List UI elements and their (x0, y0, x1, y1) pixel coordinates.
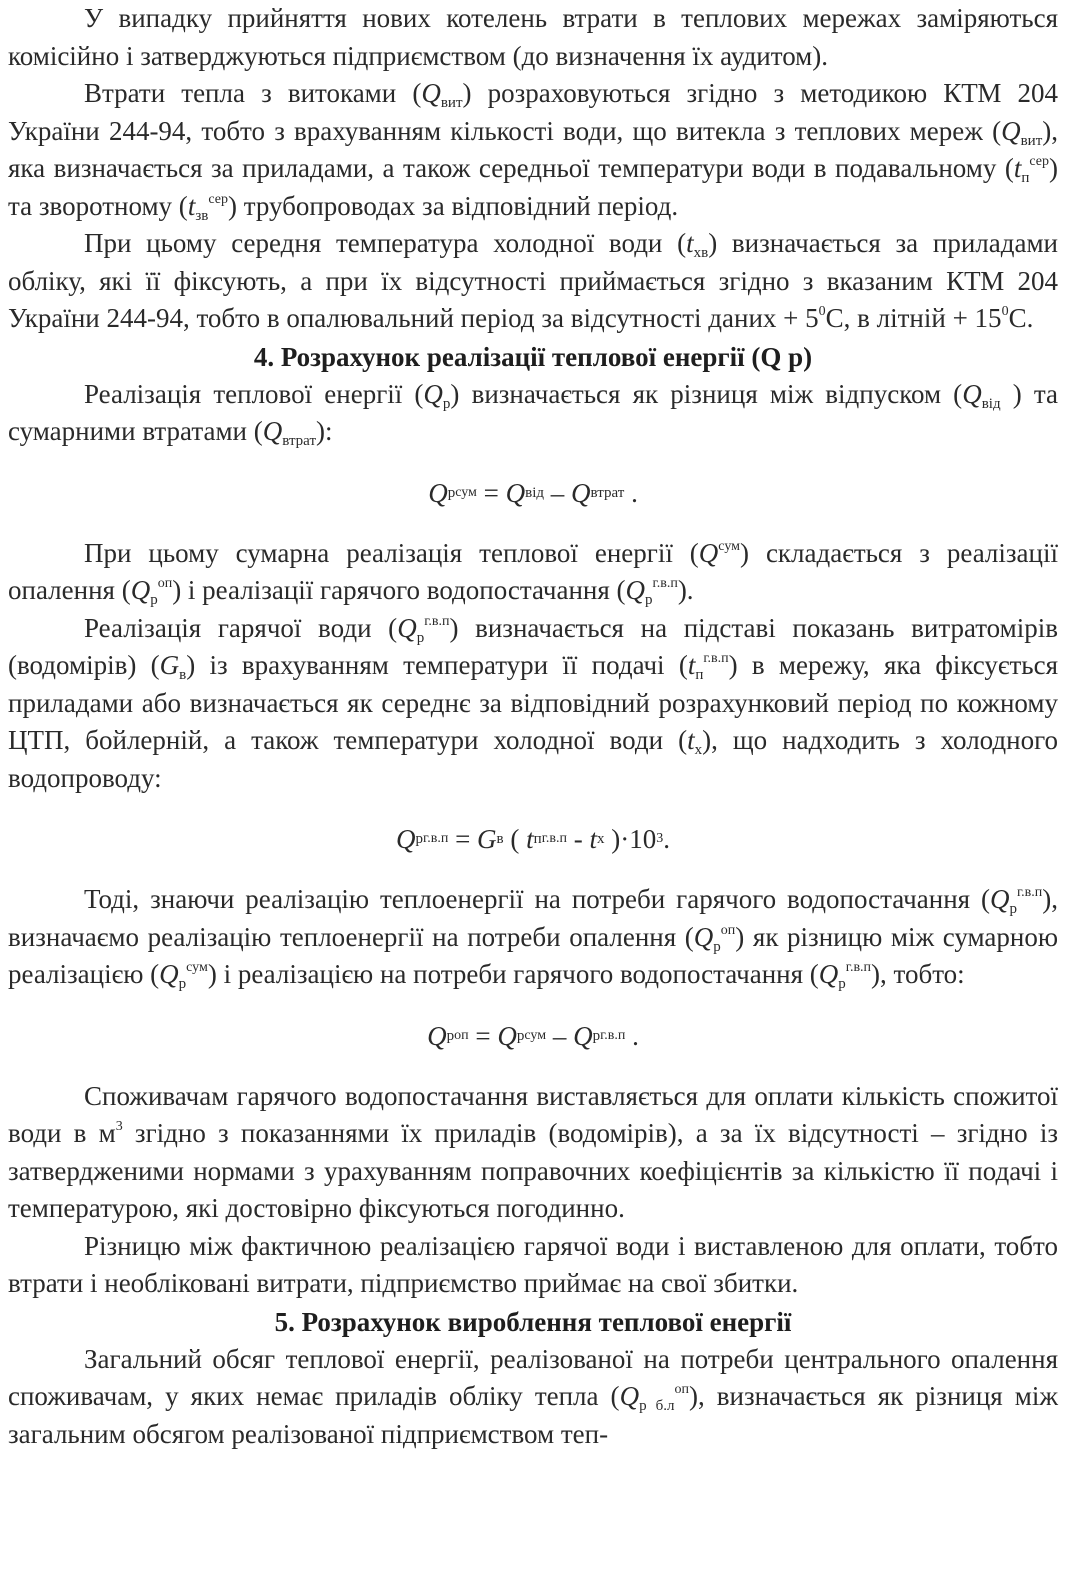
text: ), визначаємо реалізацію теплоенергії на потреби опалення ( (8, 884, 1058, 952)
symbol: Q (397, 612, 417, 643)
punctuation: . (663, 824, 670, 854)
paragraph-heat-realization (8, 376, 1058, 451)
superscript: оп (157, 576, 173, 591)
symbol: Q (396, 824, 416, 854)
symbol: t (526, 824, 534, 854)
superscript: г.в.п (424, 613, 450, 629)
superscript: г.в.п (1016, 885, 1043, 900)
superscript: оп (720, 922, 736, 938)
text: ) і реалізацією на потреби гарячого водопостачання ( (207, 959, 819, 989)
superscript: г.в.п (703, 651, 729, 666)
operator: – (550, 477, 565, 508)
symbol: Q (989, 884, 1010, 914)
symbol: Q (505, 477, 526, 508)
symbol: t (187, 190, 196, 221)
paragraph-commission-losses: У випадку прийняття нових котелень втрати в теплових мережах заміряються комісійно і затверджуються підприємством (до визначення їх аудитом). (8, 3, 1058, 71)
symbol: t (687, 650, 696, 680)
symbol: Q (130, 575, 151, 605)
text: При цьому сумарна реалізація теплової енергії ( (84, 537, 699, 568)
subscript: вит (1020, 132, 1043, 149)
paragraph-total-composition (8, 535, 1058, 610)
subscript: х (694, 742, 703, 758)
symbol: t (687, 725, 695, 755)
text: ). (677, 575, 694, 605)
operator: = (455, 824, 471, 854)
symbol: Q (818, 959, 839, 989)
text: Реалізація теплової енергії ( (84, 378, 424, 409)
text: ) та зворотному ( (8, 153, 1058, 221)
symbol: Q (698, 537, 719, 568)
subscript: р (178, 976, 187, 992)
subscript: р (416, 629, 425, 646)
symbol: Q (693, 921, 714, 952)
symbol: Q (497, 1020, 517, 1051)
text: ) та сумарними втратами ( (8, 378, 1058, 446)
superscript: сер (1029, 154, 1049, 169)
symbol: Q (427, 1020, 447, 1051)
text: При цьому середня температура холодної води ( (84, 228, 687, 258)
subscript: від (981, 395, 1001, 412)
paragraph-consumer-billing (8, 1078, 1058, 1228)
punctuation: . (632, 1020, 639, 1051)
text: Реалізація гарячої води ( (84, 612, 398, 643)
text: ), тобто: (871, 959, 965, 989)
operator: – (552, 1020, 567, 1051)
text: Споживачам гарячого водопостачання виставляється для оплати кількість спожитої води в м (8, 1080, 1058, 1148)
superscript: г.в.п (845, 960, 872, 975)
paren: ( (510, 824, 520, 854)
subscript: в (179, 667, 187, 683)
paragraph-heat-production (8, 1341, 1058, 1454)
operator: = (483, 477, 499, 508)
subscript: р (1009, 901, 1017, 917)
symbol: Q (573, 1020, 593, 1051)
superscript: сум (186, 960, 208, 975)
text: ), що надходить з холодного водопроводу: (8, 725, 1058, 793)
formula-heating: Q р оп = Q р сум – Q р г.в.п . (8, 994, 1058, 1078)
symbol: Q (625, 575, 646, 605)
symbol: Q (619, 1381, 640, 1411)
superscript: сер (208, 191, 228, 207)
subscript: р (645, 592, 653, 608)
subscript: р (442, 395, 451, 412)
symbol: Q (423, 378, 443, 409)
subscript: р (150, 592, 158, 608)
paragraph-cold-water-temperature (8, 225, 1058, 338)
subscript: р б.л (639, 1398, 675, 1414)
text: ) в мережу, яка фіксується приладами або визначається як середнє за відповідний розрахунковий період по кожному ЦТП, бойлерній, а також температури холодної води ( (8, 650, 1059, 755)
text: ) із врахуванням температури її подачі ( (186, 650, 688, 680)
text: ) розраховуються згідно з методикою КТМ 204 України 244-94, тобто з врахуванням кількості води, що витекла з теплових мереж ( (8, 78, 1059, 146)
operator: - (573, 824, 583, 854)
symbol: G (159, 650, 180, 680)
subscript: п (695, 667, 704, 683)
superscript: оп (674, 1382, 689, 1397)
subscript: хв (693, 245, 709, 261)
text: ) як різницю між сумарною реалізацією ( (8, 921, 1059, 989)
formula-total-realization: Q р сум = Q від – Q втрат . (8, 451, 1058, 535)
text: ) визначається на підставі показань витратомірів (водомірів) ( (8, 612, 1058, 680)
superscript: г.в.п (652, 576, 678, 591)
subscript: зв (195, 207, 209, 224)
symbol: Q (428, 477, 448, 508)
symbol: t (589, 824, 597, 854)
superscript: сум (718, 538, 741, 554)
symbol: Q (1001, 115, 1021, 146)
text: ): (316, 416, 333, 446)
symbol: t (1013, 153, 1022, 183)
subscript: р (713, 938, 721, 955)
operator: = (475, 1020, 491, 1051)
text: С, в літній + 15 (825, 303, 1002, 333)
subscript: п (1021, 170, 1030, 186)
paragraph-heating-realization (8, 881, 1058, 994)
degree-superscript: 0 (1001, 304, 1009, 319)
text: ), визначається як різниця між загальним обсягом реалізованої підприємством теп- (8, 1381, 1058, 1449)
symbol: Q (962, 378, 982, 409)
paren: )·10 (611, 824, 657, 854)
symbol: G (477, 824, 497, 854)
text: згідно з показаннями їх приладів (водомірів), а за їх відсутності – згідно із затвердженими нормами з урахуванням поправочних коефіцієнтів за кількістю її подачі і температурою, які достовірно фіксуються погодинно. (8, 1118, 1058, 1223)
text: Тоді, знаючи реалізацію теплоенергії на потреби гарячого водопостачання ( (84, 884, 990, 914)
subscript: втрат (282, 433, 317, 449)
symbol: t (686, 228, 694, 258)
paragraph-losses-difference: Різницю між фактичною реалізацією гарячої води і виставленою для оплати, тобто втрати і необліковані витрати, підприємство приймає на свої збитки. (8, 1230, 1058, 1298)
punctuation: . (631, 477, 638, 508)
text: Втрати тепла з витоками ( (84, 78, 422, 108)
symbol: Q (262, 416, 283, 446)
symbol: Q (421, 78, 441, 108)
paragraph-leak-losses (8, 75, 1058, 225)
text: ) визначається за приладами обліку, які її фіксують, а при їх відсутності приймається згідно з вказаним КТМ 204 України 244-94, тобто в опалювальний період за відсутності даних + 5 (8, 228, 1058, 333)
symbol: Q (571, 477, 591, 508)
text: ), яка визначається за приладами, а також середньої температури води в подавальному ( (8, 115, 1058, 183)
section-heading-4: 4. Розрахунок реалізації теплової енергії (Q р) (253, 341, 813, 372)
text: ) і реалізації гарячого водопостачання ( (172, 575, 626, 605)
text: Загальний обсяг теплової енергії, реалізованої на потреби центрального опалення споживачам, у яких немає приладів обліку тепла ( (8, 1343, 1058, 1411)
superscript: 3 (115, 1119, 123, 1134)
formula-hot-water: Q р г.в.п = G в ( t п г.в.п - t х )·10 3 . (8, 797, 1058, 881)
subscript: вит (440, 95, 463, 111)
section-heading-5: 5. Розрахунок вироблення теплової енергії (274, 1306, 792, 1337)
paragraph-hot-water-realization (8, 610, 1058, 798)
text: С. (1008, 303, 1034, 333)
subscript: р (838, 976, 846, 992)
degree-superscript: 0 (818, 304, 826, 319)
text: ) трубопроводах за відповідний період. (227, 190, 679, 221)
text: ) складається з реалізації опалення ( (8, 537, 1058, 605)
symbol: Q (159, 959, 179, 989)
text: ) визначається як різниця між відпуском ( (450, 378, 963, 409)
